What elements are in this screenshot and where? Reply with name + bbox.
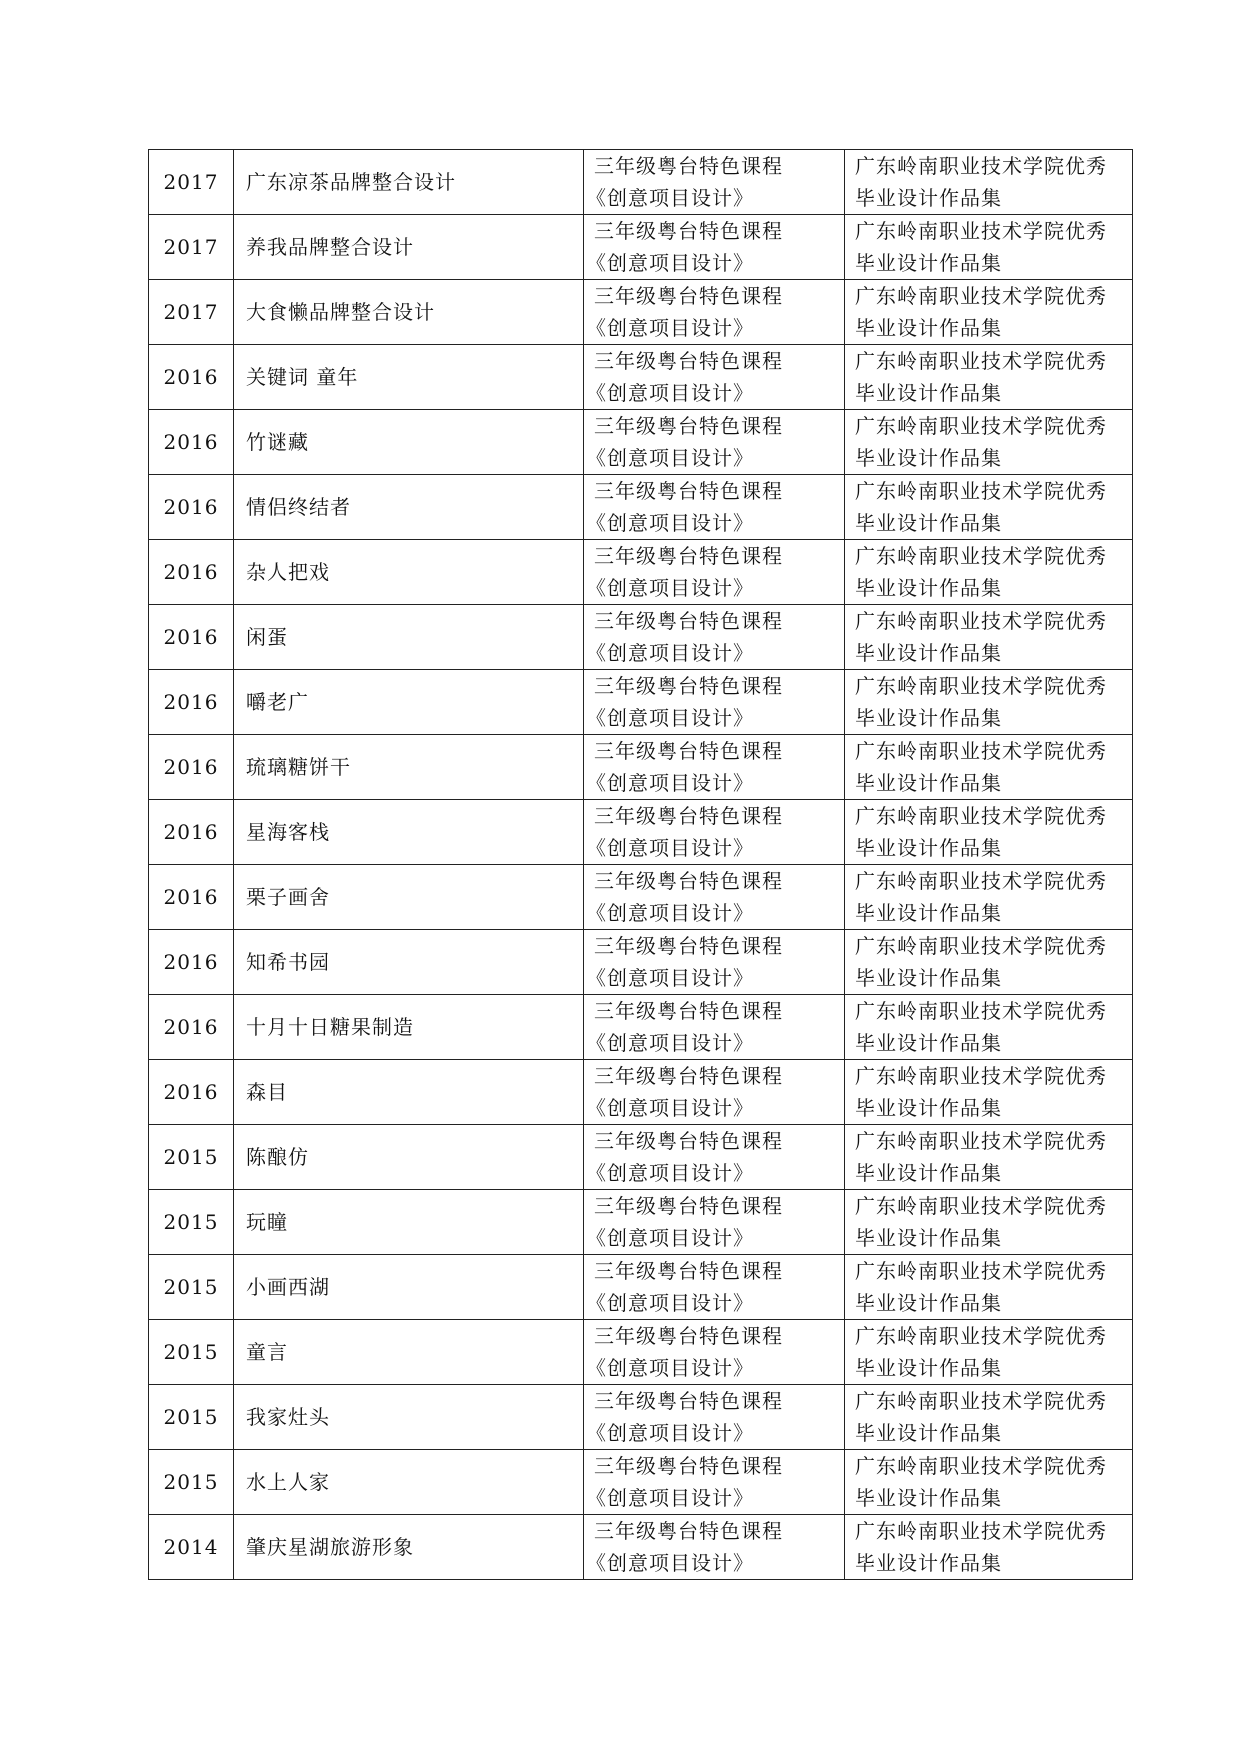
table-row [149,1060,1133,1125]
course-cell [584,215,845,280]
project-title-cell: 星海客栈 [234,800,584,865]
course-name: 三年级粤台特色课程 [594,1129,783,1153]
course-name: 三年级粤台特色课程 [594,1259,783,1283]
project-title-cell: 嚼老广 [234,670,584,735]
publication-line-1: 广东岭南职业技术学院优秀 [855,674,1107,698]
year-cell: 2015 [149,1320,234,1385]
project-title-cell: 竹谜藏 [234,410,584,475]
project-title-cell: 知希书园 [234,930,584,995]
publication-line-2: 毕业设计作品集 [855,771,1002,795]
publication-line-1: 广东岭南职业技术学院优秀 [855,219,1107,243]
publication-line-2: 毕业设计作品集 [855,1096,1002,1120]
publication-cell [845,280,1133,345]
course-name: 三年级粤台特色课程 [594,1454,783,1478]
publication-line-2: 毕业设计作品集 [855,836,1002,860]
year-cell: 2017 [149,280,234,345]
year-cell: 2015 [149,1255,234,1320]
course-cell [584,410,845,475]
course-cell [584,800,845,865]
course-project: 《创意项目设计》 [586,901,754,925]
course-project: 《创意项目设计》 [586,381,754,405]
publication-cell [845,475,1133,540]
publication-line-2: 毕业设计作品集 [855,381,1002,405]
course-name: 三年级粤台特色课程 [594,1064,783,1088]
course-project: 《创意项目设计》 [586,1031,754,1055]
course-cell [584,605,845,670]
table-row [149,800,1133,865]
course-name: 三年级粤台特色课程 [594,1324,783,1348]
course-cell [584,1515,845,1580]
publication-line-1: 广东岭南职业技术学院优秀 [855,479,1107,503]
publication-cell [845,215,1133,280]
year-cell: 2016 [149,475,234,540]
table-row [149,280,1133,345]
course-name: 三年级粤台特色课程 [594,154,783,178]
table-row [149,1255,1133,1320]
publication-line-2: 毕业设计作品集 [855,1551,1002,1575]
publication-line-2: 毕业设计作品集 [855,1161,1002,1185]
year-cell: 2016 [149,735,234,800]
course-name: 三年级粤台特色课程 [594,739,783,763]
year-cell: 2016 [149,930,234,995]
course-cell [584,995,845,1060]
course-cell [584,930,845,995]
publication-cell [845,735,1133,800]
table-row [149,150,1133,215]
course-project: 《创意项目设计》 [586,576,754,600]
year-cell: 2015 [149,1190,234,1255]
table-row [149,1320,1133,1385]
publication-cell [845,150,1133,215]
table-row [149,930,1133,995]
project-title-cell: 琉璃糖饼干 [234,735,584,800]
year-cell: 2016 [149,1060,234,1125]
year-cell: 2016 [149,800,234,865]
publication-cell [845,930,1133,995]
year-cell: 2015 [149,1125,234,1190]
year-cell: 2017 [149,150,234,215]
publication-line-1: 广东岭南职业技术学院优秀 [855,1324,1107,1348]
course-name: 三年级粤台特色课程 [594,804,783,828]
year-cell: 2016 [149,345,234,410]
course-cell [584,150,845,215]
table-row [149,1190,1133,1255]
course-name: 三年级粤台特色课程 [594,609,783,633]
year-cell: 2016 [149,605,234,670]
project-title-cell: 童言 [234,1320,584,1385]
course-cell [584,1450,845,1515]
project-title-cell: 十月十日糖果制造 [234,995,584,1060]
course-name: 三年级粤台特色课程 [594,414,783,438]
year-cell: 2016 [149,540,234,605]
publication-line-1: 广东岭南职业技术学院优秀 [855,1454,1107,1478]
publication-line-1: 广东岭南职业技术学院优秀 [855,999,1107,1023]
course-cell [584,1060,845,1125]
project-title-cell: 情侣终结者 [234,475,584,540]
course-name: 三年级粤台特色课程 [594,1519,783,1543]
publication-line-1: 广东岭南职业技术学院优秀 [855,1389,1107,1413]
table-row [149,995,1133,1060]
publication-line-1: 广东岭南职业技术学院优秀 [855,739,1107,763]
publication-line-2: 毕业设计作品集 [855,1226,1002,1250]
publication-line-2: 毕业设计作品集 [855,511,1002,535]
course-cell [584,735,845,800]
publication-line-1: 广东岭南职业技术学院优秀 [855,1259,1107,1283]
year-cell: 2016 [149,865,234,930]
publication-line-1: 广东岭南职业技术学院优秀 [855,284,1107,308]
publication-line-2: 毕业设计作品集 [855,1291,1002,1315]
course-name: 三年级粤台特色课程 [594,284,783,308]
project-title-cell: 广东凉茶品牌整合设计 [234,150,584,215]
publication-line-2: 毕业设计作品集 [855,186,1002,210]
course-project: 《创意项目设计》 [586,186,754,210]
project-title-cell: 闲蛋 [234,605,584,670]
publication-line-1: 广东岭南职业技术学院优秀 [855,609,1107,633]
project-title-cell: 森目 [234,1060,584,1125]
course-name: 三年级粤台特色课程 [594,544,783,568]
publication-cell [845,1190,1133,1255]
table-row [149,1450,1133,1515]
table-row [149,410,1133,475]
course-name: 三年级粤台特色课程 [594,349,783,373]
publication-cell [845,670,1133,735]
table-row [149,605,1133,670]
course-cell [584,670,845,735]
course-cell [584,345,845,410]
works-table-body [149,150,1133,1580]
publication-line-2: 毕业设计作品集 [855,316,1002,340]
course-project: 《创意项目设计》 [586,511,754,535]
course-cell [584,540,845,605]
course-name: 三年级粤台特色课程 [594,479,783,503]
course-project: 《创意项目设计》 [586,1356,754,1380]
course-name: 三年级粤台特色课程 [594,674,783,698]
year-cell: 2014 [149,1515,234,1580]
course-project: 《创意项目设计》 [586,1486,754,1510]
course-name: 三年级粤台特色课程 [594,219,783,243]
course-name: 三年级粤台特色课程 [594,869,783,893]
publication-line-1: 广东岭南职业技术学院优秀 [855,1519,1107,1543]
publication-cell [845,995,1133,1060]
publication-line-2: 毕业设计作品集 [855,251,1002,275]
course-project: 《创意项目设计》 [586,316,754,340]
publication-line-1: 广东岭南职业技术学院优秀 [855,1129,1107,1153]
course-project: 《创意项目设计》 [586,251,754,275]
publication-cell [845,1450,1133,1515]
course-cell [584,280,845,345]
publication-cell [845,345,1133,410]
publication-line-2: 毕业设计作品集 [855,966,1002,990]
course-cell [584,1255,845,1320]
table-row [149,475,1133,540]
table-row [149,215,1133,280]
publication-cell [845,1385,1133,1450]
year-cell: 2017 [149,215,234,280]
year-cell: 2016 [149,995,234,1060]
publication-cell [845,540,1133,605]
table-row [149,1385,1133,1450]
course-cell [584,1125,845,1190]
course-project: 《创意项目设计》 [586,966,754,990]
course-project: 《创意项目设计》 [586,1421,754,1445]
publication-line-2: 毕业设计作品集 [855,1486,1002,1510]
publication-line-2: 毕业设计作品集 [855,706,1002,730]
publication-cell [845,800,1133,865]
publication-cell [845,605,1133,670]
table-row [149,1125,1133,1190]
project-title-cell: 养我品牌整合设计 [234,215,584,280]
publication-line-1: 广东岭南职业技术学院优秀 [855,1194,1107,1218]
table-row [149,865,1133,930]
project-title-cell: 陈酿仿 [234,1125,584,1190]
table-row [149,540,1133,605]
course-cell [584,1385,845,1450]
year-cell: 2015 [149,1385,234,1450]
publication-line-1: 广东岭南职业技术学院优秀 [855,1064,1107,1088]
course-cell [584,1320,845,1385]
course-cell [584,865,845,930]
publication-cell [845,1125,1133,1190]
project-title-cell: 肇庆星湖旅游形象 [234,1515,584,1580]
publication-cell [845,1255,1133,1320]
publication-line-1: 广东岭南职业技术学院优秀 [855,544,1107,568]
publication-line-1: 广东岭南职业技术学院优秀 [855,869,1107,893]
publication-line-2: 毕业设计作品集 [855,1421,1002,1445]
course-project: 《创意项目设计》 [586,771,754,795]
course-project: 《创意项目设计》 [586,1226,754,1250]
works-table [148,149,1133,1580]
course-name: 三年级粤台特色课程 [594,1389,783,1413]
course-project: 《创意项目设计》 [586,1551,754,1575]
table-row [149,735,1133,800]
publication-line-1: 广东岭南职业技术学院优秀 [855,349,1107,373]
project-title-cell: 小画西湖 [234,1255,584,1320]
publication-line-2: 毕业设计作品集 [855,1031,1002,1055]
project-title-cell: 关键词 童年 [234,345,584,410]
project-title-cell: 大食懒品牌整合设计 [234,280,584,345]
course-project: 《创意项目设计》 [586,1096,754,1120]
course-name: 三年级粤台特色课程 [594,999,783,1023]
course-cell [584,475,845,540]
year-cell: 2015 [149,1450,234,1515]
project-title-cell: 我家灶头 [234,1385,584,1450]
course-project: 《创意项目设计》 [586,446,754,470]
publication-line-1: 广东岭南职业技术学院优秀 [855,414,1107,438]
project-title-cell: 杂人把戏 [234,540,584,605]
project-title-cell: 栗子画舍 [234,865,584,930]
publication-line-1: 广东岭南职业技术学院优秀 [855,804,1107,828]
publication-line-1: 广东岭南职业技术学院优秀 [855,154,1107,178]
publication-line-2: 毕业设计作品集 [855,901,1002,925]
course-project: 《创意项目设计》 [586,641,754,665]
publication-cell [845,410,1133,475]
publication-line-2: 毕业设计作品集 [855,641,1002,665]
table-row [149,670,1133,735]
publication-cell [845,1320,1133,1385]
publication-cell [845,1515,1133,1580]
publication-cell [845,1060,1133,1125]
course-project: 《创意项目设计》 [586,1161,754,1185]
year-cell: 2016 [149,410,234,475]
course-project: 《创意项目设计》 [586,706,754,730]
year-cell: 2016 [149,670,234,735]
publication-cell [845,865,1133,930]
publication-line-2: 毕业设计作品集 [855,576,1002,600]
project-title-cell: 水上人家 [234,1450,584,1515]
table-row [149,1515,1133,1580]
publication-line-1: 广东岭南职业技术学院优秀 [855,934,1107,958]
course-name: 三年级粤台特色课程 [594,934,783,958]
publication-line-2: 毕业设计作品集 [855,446,1002,470]
project-title-cell: 玩瞳 [234,1190,584,1255]
course-project: 《创意项目设计》 [586,836,754,860]
course-name: 三年级粤台特色课程 [594,1194,783,1218]
course-project: 《创意项目设计》 [586,1291,754,1315]
course-cell [584,1190,845,1255]
publication-line-2: 毕业设计作品集 [855,1356,1002,1380]
table-row [149,345,1133,410]
